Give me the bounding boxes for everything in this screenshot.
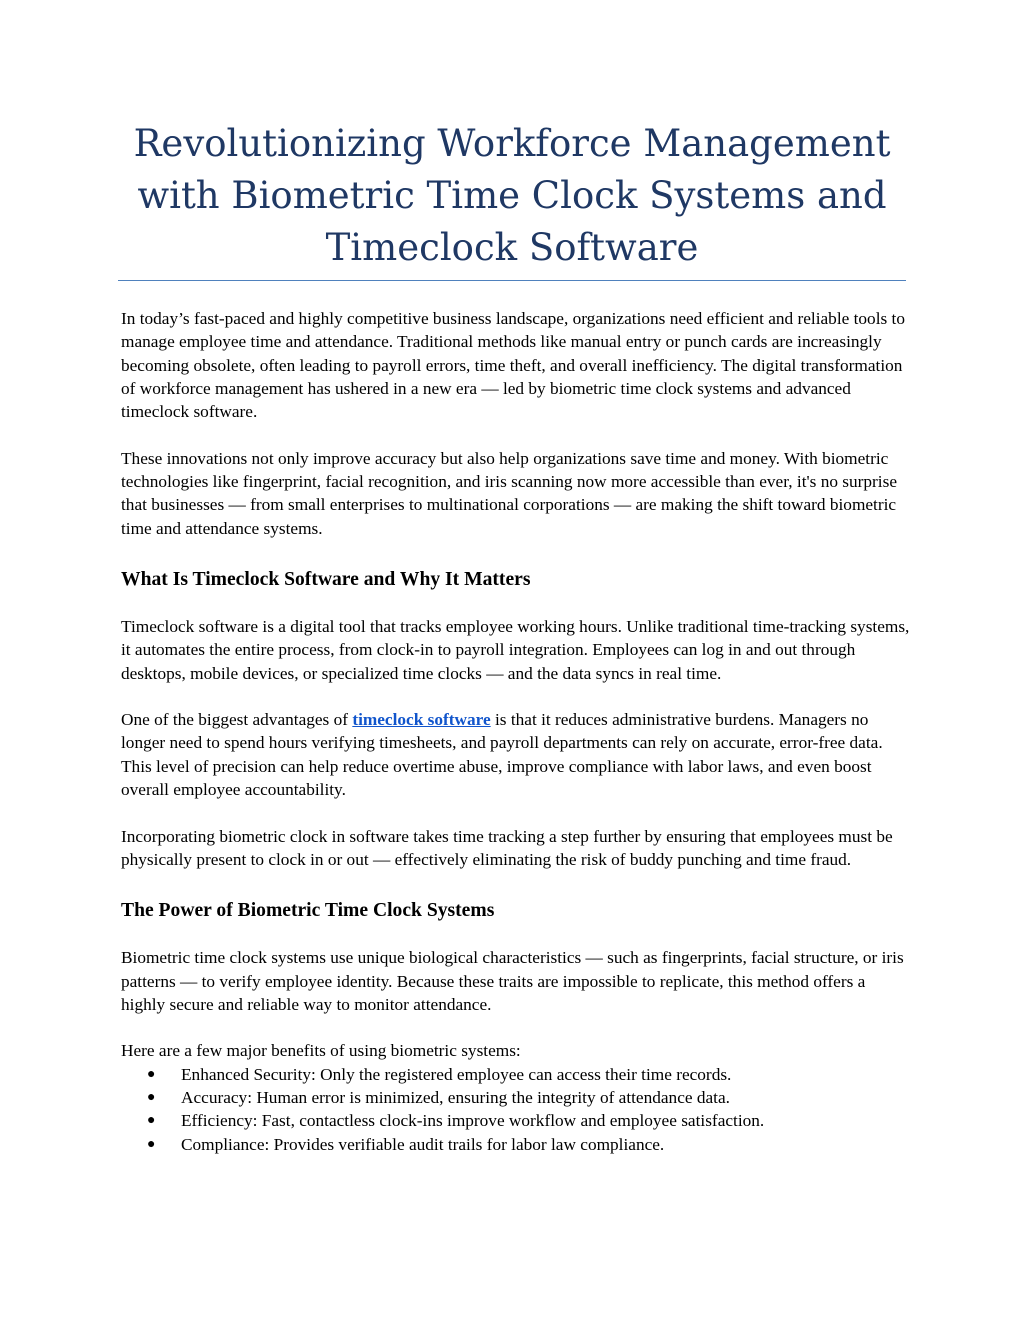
list-item-text: Enhanced Security: Only the registered employee can access their time records.: [181, 1064, 732, 1084]
list-item-text: Compliance: Provides verifiable audit trails for labor law compliance.: [181, 1134, 665, 1154]
list-item: [121, 1063, 911, 1086]
list-item-text: Accuracy: Human error is minimized, ensuring the integrity of attendance data.: [181, 1088, 730, 1108]
document-title: Revolutionizing Workforce Management with Biometric Time Clock Systems and Timeclock Software: [133, 122, 891, 269]
title-divider: [118, 280, 906, 281]
intro-paragraph-2: These innovations not only improve accuracy but also help organizations save time and money. With biometric technologies like fingerprint, facial recognition, and iris scanning now more accessible than ever, it's no surprise that businesses — from small enterprises to multinational corporations — are making the shift toward biometric time and attendance systems.: [121, 448, 898, 538]
section1-paragraph-2-end: is that it reduces administrative burdens. Managers no longer need to spend hours verifying timesheets, and payroll departments can rely on accurate, error-free data. This level of precision can help reduce overtime abuse, improve compliance with labor laws, and even boost overall employee accountability.: [121, 710, 883, 800]
benefits-list: [121, 1063, 911, 1156]
bullet-icon: ●: [147, 1113, 156, 1129]
section-heading-biometric-systems: The Power of Biometric Time Clock Systems: [121, 900, 495, 922]
section1-paragraph-1: Timeclock software is a digital tool that tracks employee working hours. Unlike traditional time-tracking systems, it automates the entire process, from clock-in to payroll integration. Employees can log in and out through desktops, mobile devices, or specialized time clocks — and the data syncs in real time.: [121, 616, 910, 683]
list-item: [121, 1133, 911, 1156]
list-item: [121, 1109, 911, 1132]
document-body: [121, 307, 911, 1156]
section1-paragraph-2-start: One of the biggest advantages of: [121, 710, 353, 730]
section1-paragraph-3: Incorporating biometric clock in software takes time tracking a step further by ensuring that employees must be physically present to clock in or out — effectively eliminating the risk of buddy punching and time fraud.: [121, 826, 893, 869]
timeclock-software-link[interactable]: timeclock software: [352, 710, 491, 730]
bullet-icon: ●: [147, 1066, 156, 1082]
section2-paragraph-1: Biometric time clock systems use unique biological characteristics — such as fingerprints, facial structure, or iris patterns — to verify employee identity. Because these traits are impossible to replicate, this method offers a highly secure and reliable way to monitor attendance.: [121, 948, 904, 1014]
list-item: [121, 1086, 911, 1109]
title-block: [118, 118, 906, 274]
bullet-icon: ●: [147, 1136, 156, 1152]
bullet-icon: ●: [147, 1090, 156, 1106]
benefits-list-intro: Here are a few major benefits of using biometric systems:: [121, 1041, 521, 1061]
intro-paragraph-1: In today’s fast-paced and highly competitive business landscape, organizations need efficient and reliable tools to manage employee time and attendance. Traditional methods like manual entry or punch cards are increasingly becoming obsolete, often leading to payroll errors, time theft, and overall inefficiency. The digital transformation of workforce management has ushered in a new era — led by biometric time clock systems and advanced timeclock software.: [121, 309, 905, 422]
section1-paragraph-2: [121, 708, 911, 801]
list-item-text: Efficiency: Fast, contactless clock-ins improve workflow and employee satisfaction.: [181, 1111, 765, 1131]
section-heading-timeclock-software: What Is Timeclock Software and Why It Matters: [121, 568, 531, 590]
